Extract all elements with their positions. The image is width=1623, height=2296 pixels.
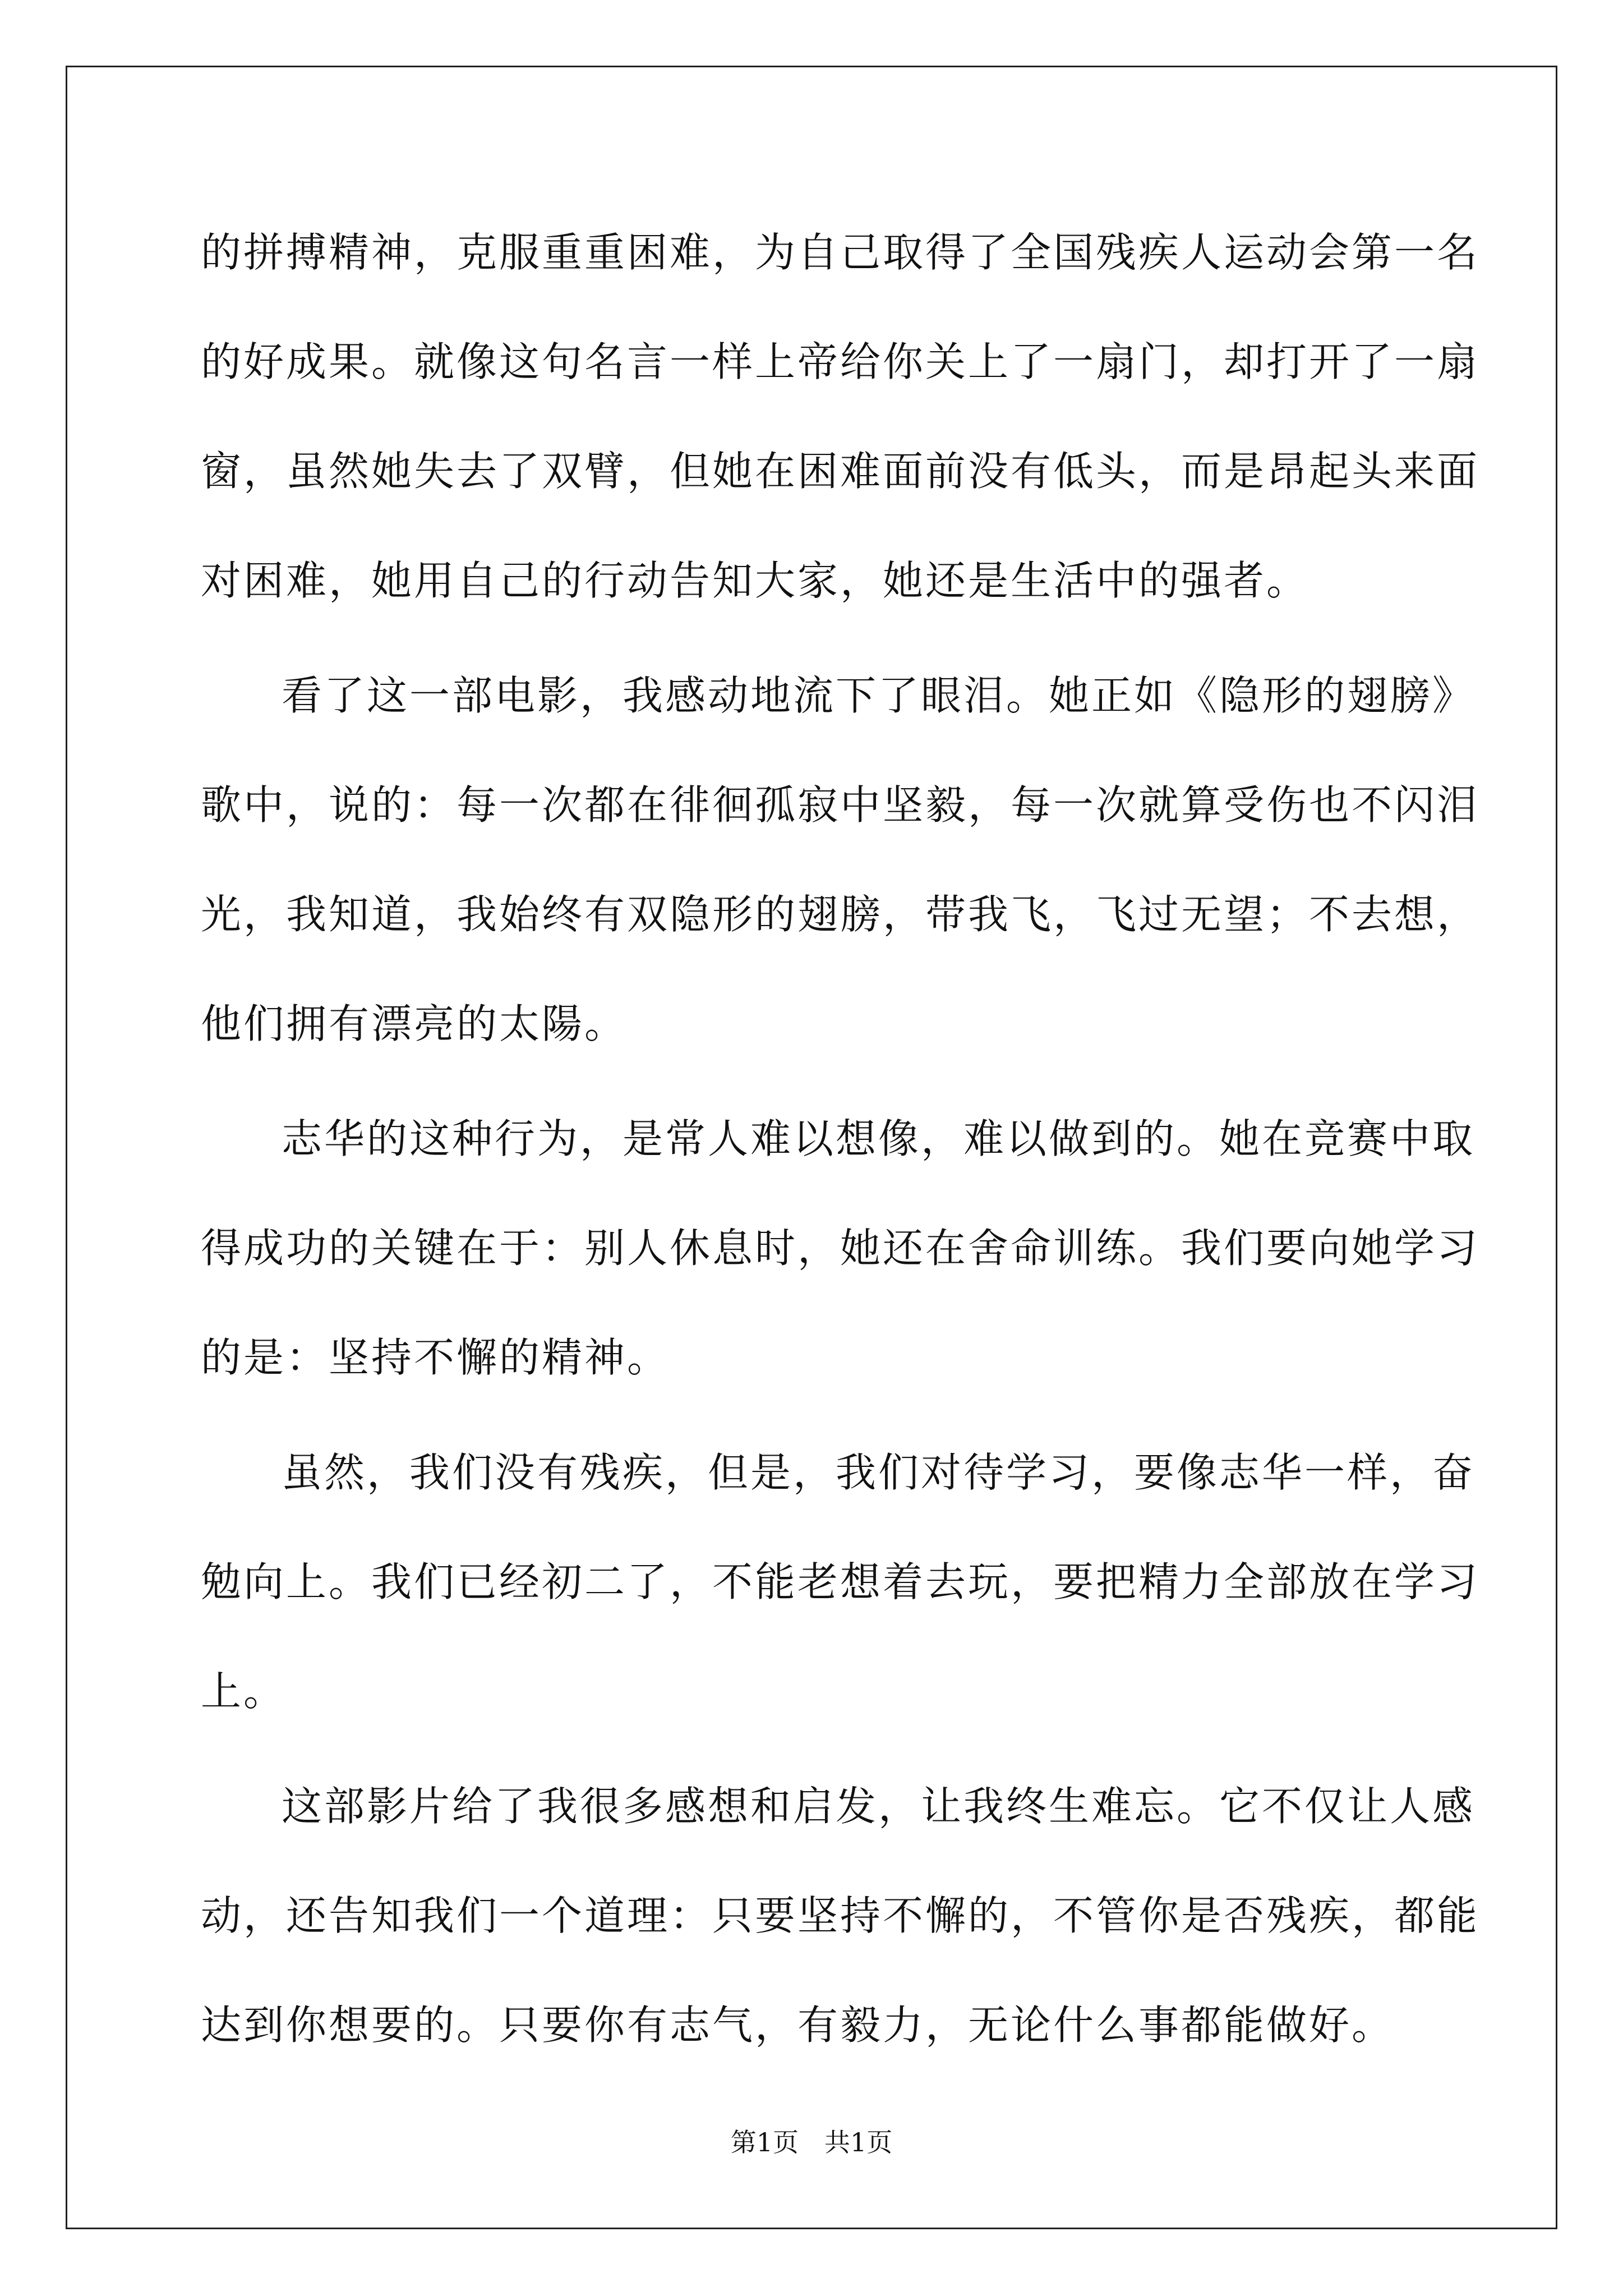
page-footer: 第1页 共1页 <box>730 2127 893 2157</box>
text-line: 的好成果。就像这句名言一样上帝给你关上了一扇门，却打开了一扇 <box>201 338 1480 385</box>
text-line: 光，我知道，我始终有双隐形的翅膀，带我飞，飞过无望；不去想， <box>201 891 1480 938</box>
paragraph-first-line: 这部影片给了我很多感想和启发，让我终生难忘。它不仅让人感 <box>282 1783 1476 1830</box>
text-line: 对困难，她用自己的行动告知大家，她还是生活中的强者。 <box>201 557 1310 604</box>
text-line: 动，还告知我们一个道理：只要坚持不懈的，不管你是否残疾，都能 <box>201 1892 1480 1939</box>
text-line: 歌中，说的：每一次都在徘徊孤寂中坚毅，每一次就算受伤也不闪泪 <box>201 781 1480 829</box>
text-line: 上。 <box>201 1668 287 1715</box>
paragraph-first-line: 志华的这种行为，是常人难以想像，难以做到的。她在竞赛中取 <box>282 1115 1476 1162</box>
paragraph-first-line: 虽然，我们没有残疾，但是，我们对待学习，要像志华一样，奋 <box>282 1449 1476 1496</box>
paragraph-first-line: 看了这一部电影，我感动地流下了眼泪。她正如《隐形的翅膀》 <box>282 672 1476 719</box>
text-line: 的拼搏精神，克服重重困难，为自己取得了全国残疾人运动会第一名 <box>201 229 1480 276</box>
text-line: 窗，虽然她失去了双臂，但她在困难面前没有低头，而是昂起头来面 <box>201 448 1480 495</box>
text-line: 勉向上。我们已经初二了，不能老想着去玩，要把精力全部放在学习 <box>201 1558 1480 1605</box>
text-line: 得成功的关键在于：别人休息时，她还在舍命训练。我们要向她学习 <box>201 1225 1480 1272</box>
document-body <box>201 208 1480 2090</box>
text-line: 达到你想要的。只要你有志气，有毅力，无论什么事都能做好。 <box>201 2001 1395 2049</box>
text-line: 的是：坚持不懈的精神。 <box>201 1334 670 1381</box>
text-line: 他们拥有漂亮的太陽。 <box>201 1000 628 1047</box>
